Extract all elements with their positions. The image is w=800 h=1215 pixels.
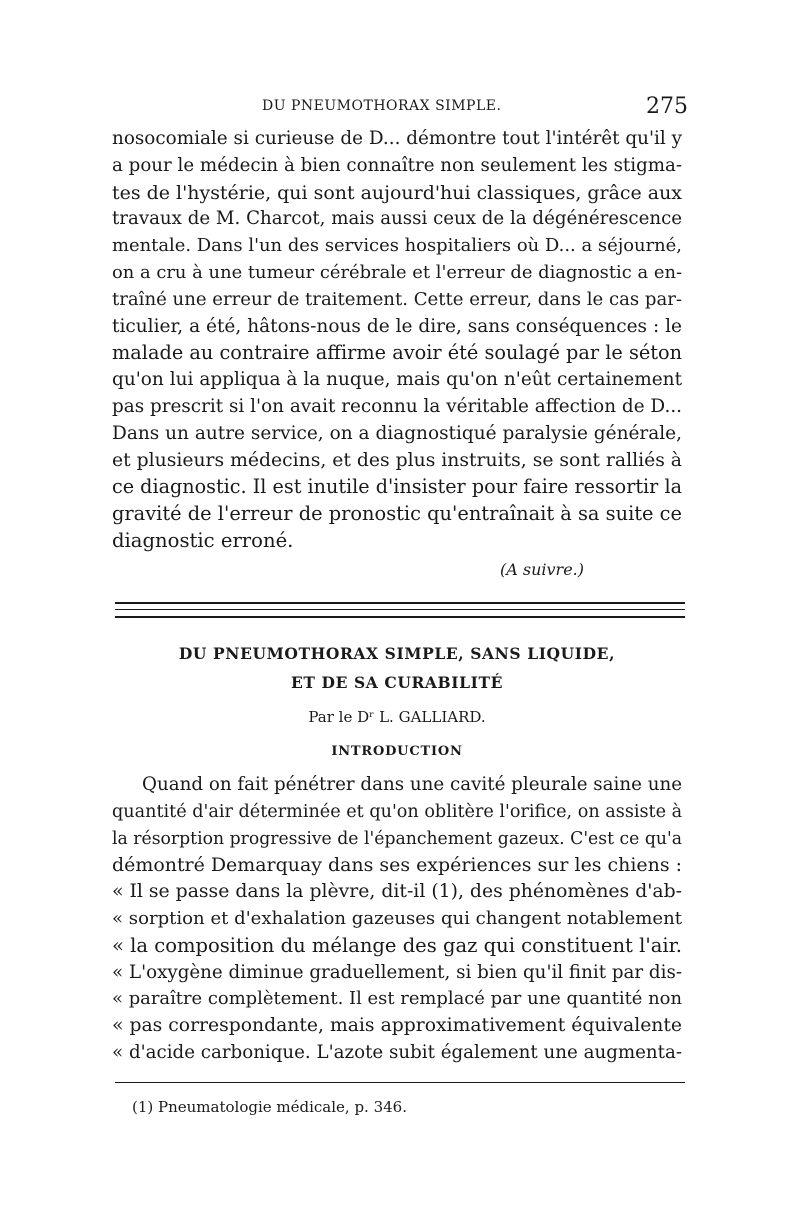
- text-line: diagnostic erroné.: [112, 528, 294, 552]
- section-divider: [115, 602, 685, 618]
- text-line: travaux de M. Charcot, mais aussi ceux de la dégénérescence: [112, 208, 682, 230]
- text-line: tes de l'hystérie, qui sont aujourd'hui classiques, grâce aux: [112, 181, 682, 204]
- running-title: DU PNEUMOTHORAX SIMPLE.: [262, 98, 502, 114]
- article-title-line1: DU PNEUMOTHORAX SIMPLE, SANS LIQUIDE,: [178, 644, 616, 663]
- text-line: gravité de l'erreur de pronostic qu'entraînait à sa suite ce: [112, 502, 682, 526]
- text-line: traîné une erreur de traitement. Cette erreur, dans le cas par-: [112, 288, 682, 310]
- text-line: pas prescrit si l'on avait reconnu la véritable affection de D...: [112, 395, 682, 417]
- text-line: la résorption progressive de l'épanchement gazeux. C'est ce qu'a: [112, 828, 682, 849]
- text-line: a pour le médecin à bien connaître non seulement les stigma-: [112, 154, 682, 176]
- text-line: nosocomiale si curieuse de D... démontre tout l'intérêt qu'il y: [112, 128, 682, 149]
- text-line: « pas correspondante, mais approximativement équivalente: [112, 1015, 682, 1037]
- text-line: Dans un autre service, on a diagnostiqué paralysie générale,: [112, 422, 682, 444]
- text-line: « L'oxygène diminue graduellement, si bien qu'il finit par dis-: [112, 961, 682, 983]
- text-line: on a cru à une tumeur cérébrale et l'erreur de diagnostic a en-: [112, 261, 682, 283]
- text-line: « la composition du mélange des gaz qui constituent l'air.: [112, 933, 682, 957]
- text-line: ce diagnostic. Il est inutile d'insister pour faire ressortir la: [112, 475, 682, 499]
- text-line: mentale. Dans l'un des services hospitaliers où D... a séjourné,: [112, 235, 682, 257]
- to-be-continued: (A suivre.): [500, 560, 584, 579]
- text-line: « sorption et d'exhalation gazeuses qui changent notablement: [112, 907, 682, 929]
- continued-paragraph: [112, 126, 682, 555]
- text-line: et plusieurs médecins, et des plus instruits, se sont ralliés à: [112, 449, 682, 471]
- article-byline: Par le Dʳ L. GALLIARD.: [308, 708, 486, 726]
- page-header: [112, 96, 688, 120]
- footnote: (1) Pneumatologie médicale, p. 346.: [132, 1098, 407, 1116]
- text-line: qu'on lui appliqua à la nuque, mais qu'on n'eût certainement: [112, 369, 682, 391]
- page-number: 275: [646, 94, 688, 119]
- text-line: Quand on fait pénétrer dans une cavité pleurale saine une: [142, 774, 683, 795]
- footnote-rule: [115, 1082, 685, 1083]
- article-title-line2: ET DE SA CURABILITÉ: [290, 673, 504, 692]
- text-line: ticulier, a été, hâtons-nous de le dire, sans conséquences : le: [112, 315, 682, 337]
- section-heading: INTRODUCTION: [331, 744, 463, 759]
- text-line: malade au contraire affirme avoir été soulagé par le séton: [112, 341, 683, 365]
- text-line: « paraître complètement. Il est remplacé par une quantité non: [112, 988, 682, 1010]
- text-line: « d'acide carbonique. L'azote subit également une augmenta-: [112, 1041, 682, 1063]
- article-paragraph: [112, 772, 682, 1067]
- text-line: « Il se passe dans la plèvre, dit-il (1), des phénomènes d'ab-: [112, 881, 682, 903]
- text-line: démontré Demarquay dans ses expériences sur les chiens :: [112, 854, 682, 877]
- text-line: quantité d'air déterminée et qu'on oblitère l'orifice, on assiste à: [112, 801, 683, 822]
